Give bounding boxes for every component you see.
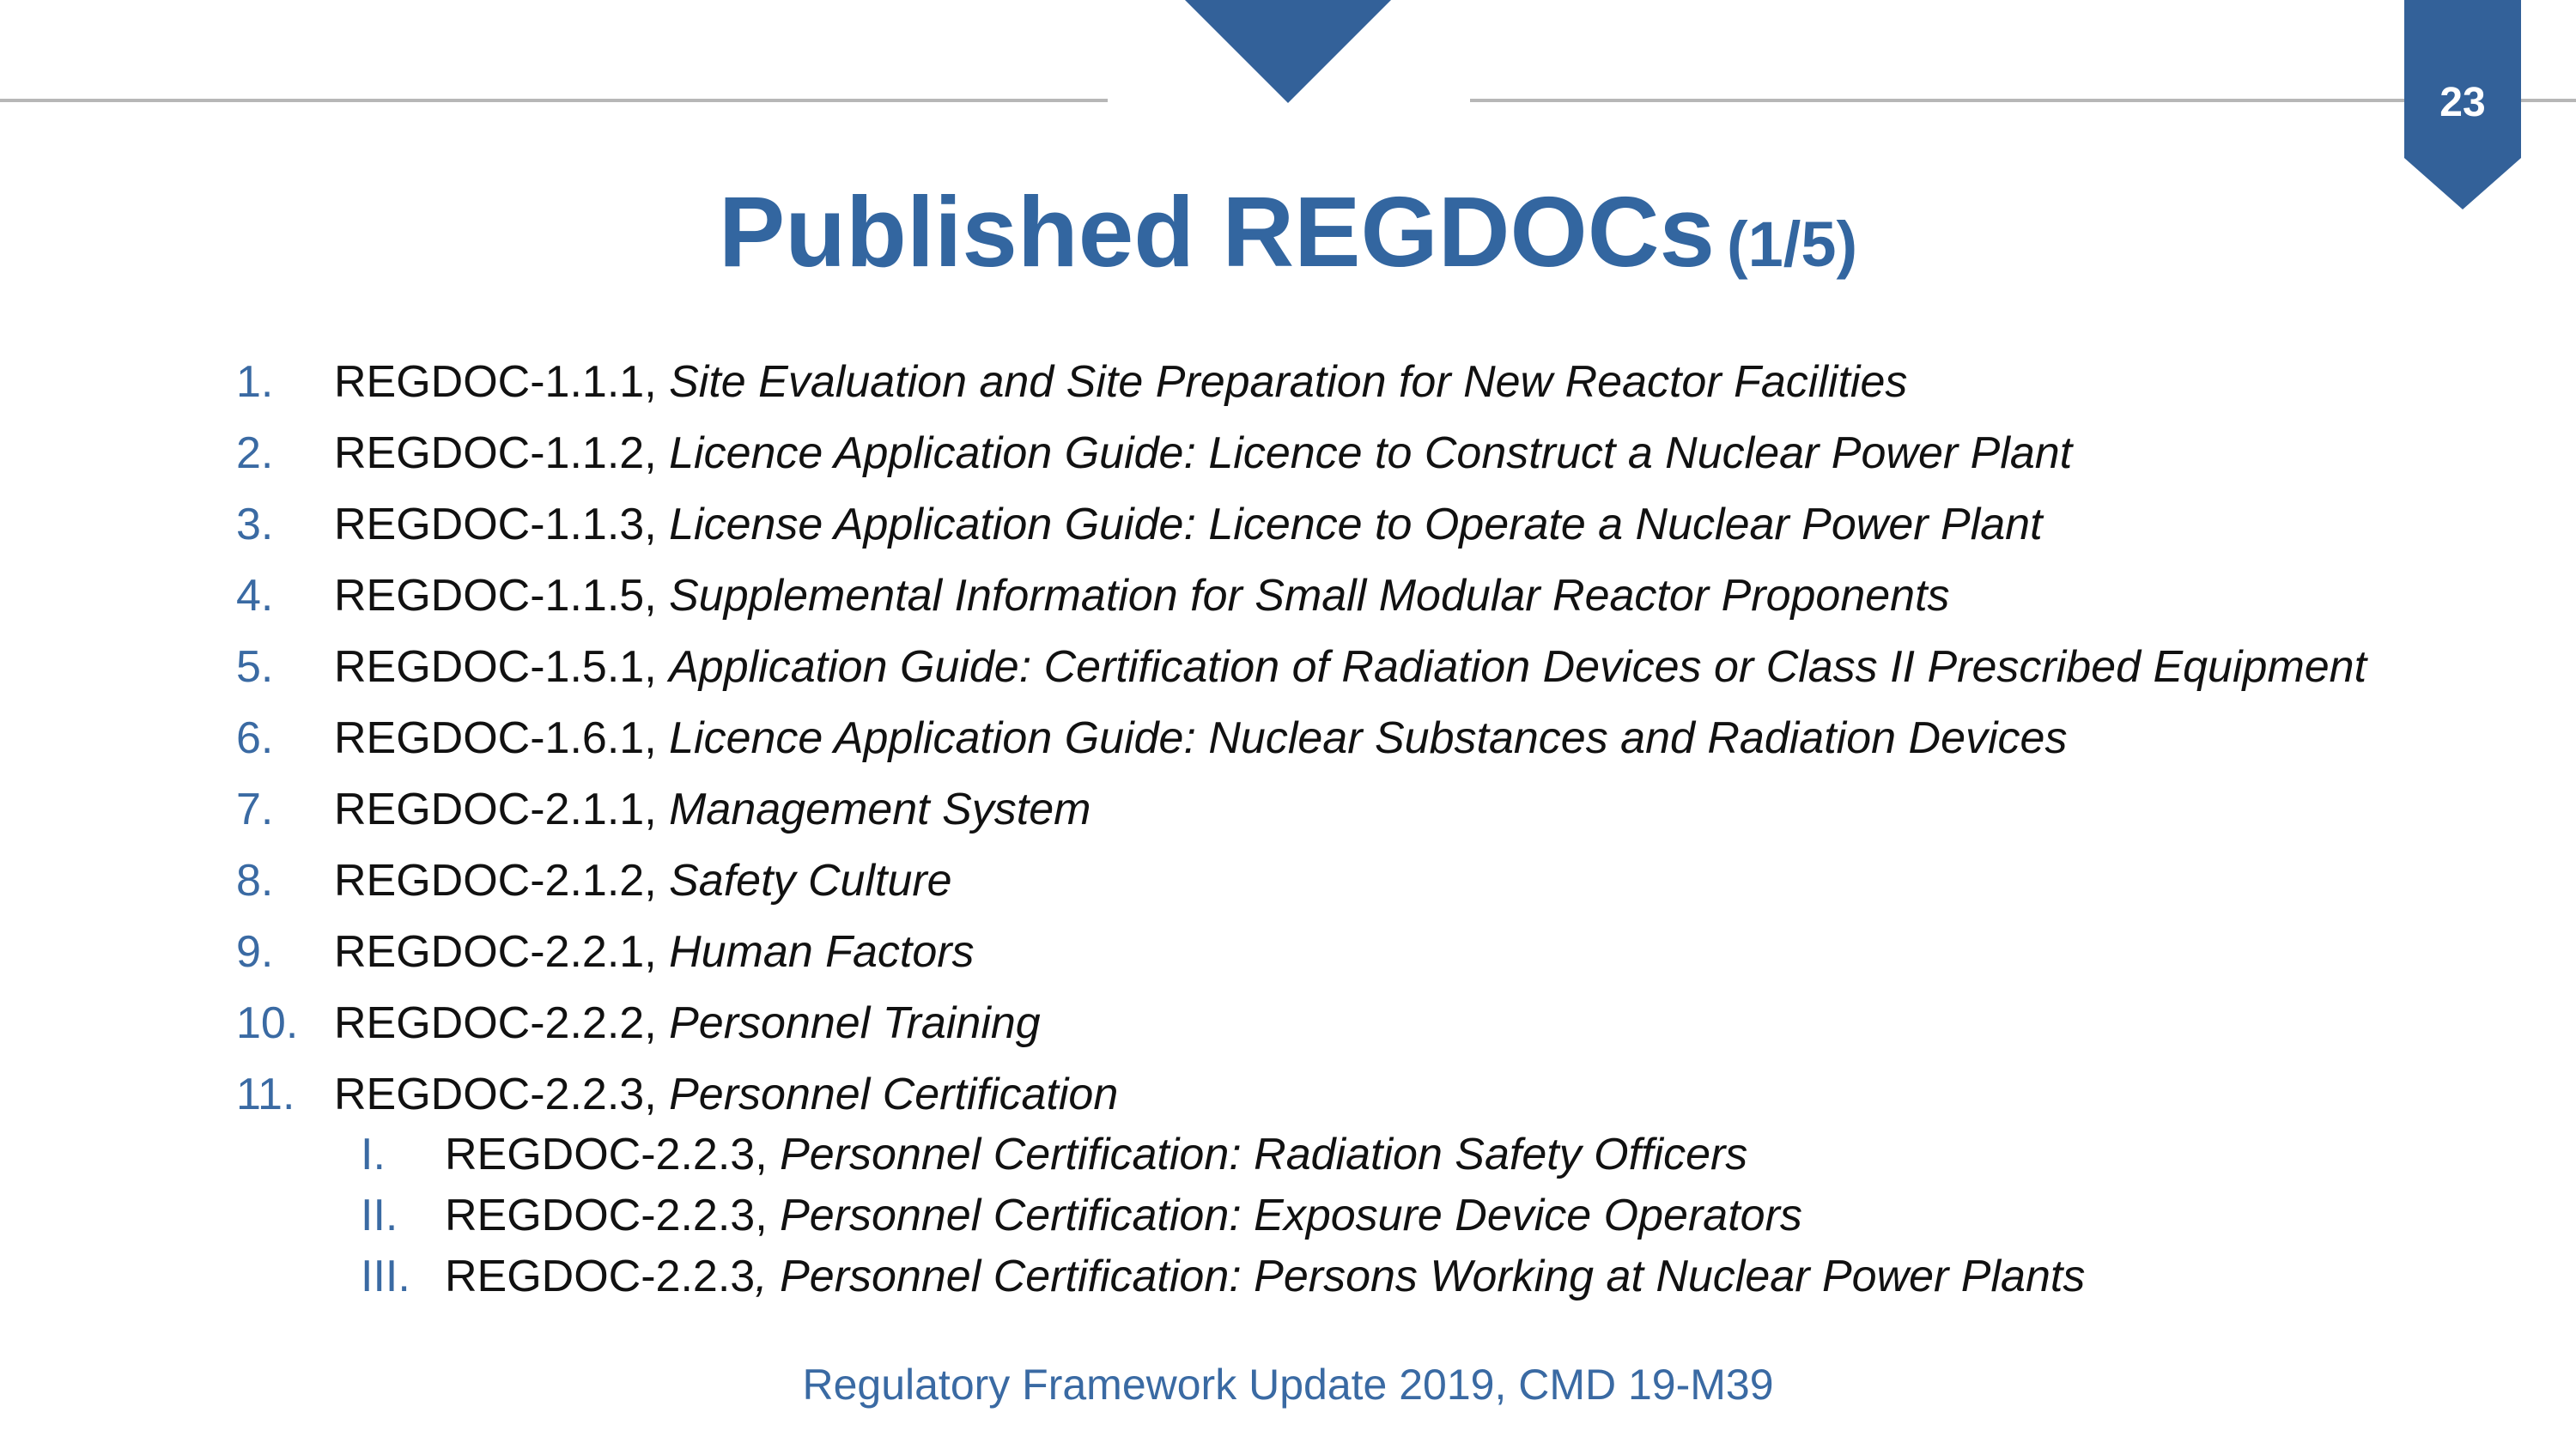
regdoc-code: REGDOC-2.1.2, (334, 856, 657, 906)
regdoc-title: License Application Guide: Licence to Operate a Nuclear Power Plant (669, 500, 2043, 549)
regdoc-code: REGDOC-1.5.1, (334, 642, 657, 692)
regdoc-code: REGDOC-2.2.3 (445, 1252, 756, 1301)
regdoc-title: Site Evaluation and Site Preparation for New Reactor Facilities (669, 357, 1908, 407)
slide-footer: Regulatory Framework Update 2019, CMD 19-M39 (802, 1361, 1774, 1409)
slide-title-main: Published REGDOCs (718, 176, 1715, 288)
regdoc-code: REGDOC-2.1.1, (334, 785, 657, 834)
list-item-number: 3. (236, 500, 274, 549)
regdoc-title: Licence Application Guide: Nuclear Substances and Radiation Devices (669, 713, 2068, 763)
list-item-text (334, 708, 2067, 768)
list-item-number: 2. (236, 428, 274, 478)
regdoc-code: REGDOC-2.2.3, (445, 1191, 768, 1240)
list-item-text (334, 922, 975, 982)
regdoc-code: REGDOC-1.1.2, (334, 428, 657, 478)
list-item-text (334, 637, 2366, 697)
list-item-text (334, 352, 1907, 412)
list-item-number: 10. (236, 998, 299, 1048)
list-item-text (334, 423, 2072, 483)
regdoc-title: Human Factors (669, 927, 975, 977)
sub-list-item-text (445, 1125, 1747, 1185)
regdoc-title: Personnel Training (669, 998, 1041, 1048)
sub-list-item-text (445, 1246, 2085, 1307)
list-item-text (334, 851, 952, 911)
sub-list-item-number: I. (361, 1130, 386, 1179)
slide-title-part: (1/5) (1727, 209, 1858, 280)
list-item-text (334, 566, 1950, 626)
slide-title (0, 172, 2576, 323)
regdoc-title: , Personnel Certification: Persons Working at Nuclear Power Plants (755, 1252, 2086, 1301)
list-item-number: 11. (236, 1070, 295, 1119)
list-item-number: 9. (236, 927, 274, 977)
regdoc-code: REGDOC-1.6.1, (334, 713, 657, 763)
regdoc-code: REGDOC-2.2.2, (334, 998, 657, 1048)
header-rule-left (0, 99, 1108, 102)
regdoc-title: Personnel Certification (669, 1070, 1119, 1119)
sub-list-item-number: III. (361, 1252, 410, 1301)
regdoc-code: REGDOC-2.2.3, (445, 1130, 768, 1179)
list-item-number: 5. (236, 642, 274, 692)
regdoc-code: REGDOC-1.1.3, (334, 500, 657, 549)
list-item-number: 8. (236, 856, 274, 906)
list-item-number: 4. (236, 571, 274, 621)
regdoc-title: Personnel Certification: Exposure Device Operators (780, 1191, 1802, 1240)
regdoc-title: Safety Culture (669, 856, 952, 906)
sub-list-item-text (445, 1185, 1802, 1246)
list-item-number: 1. (236, 357, 274, 407)
list-item-text (334, 1064, 1118, 1125)
regdoc-title: Management System (669, 785, 1091, 834)
regdoc-title: Supplemental Information for Small Modular Reactor Proponents (669, 571, 1950, 621)
page-number: 23 (2439, 80, 2486, 125)
header-triangle-decoration (1185, 0, 1391, 103)
regdoc-title: Application Guide: Certification of Radiation Devices or Class II Prescribed Equipment (669, 642, 2367, 692)
regdoc-title: Licence Application Guide: Licence to Construct a Nuclear Power Plant (669, 428, 2073, 478)
list-item-text (334, 494, 2043, 555)
sub-list-item-number: II. (361, 1191, 398, 1240)
list-item-text (334, 779, 1091, 840)
list-item-text (334, 993, 1041, 1053)
regdoc-title: Personnel Certification: Radiation Safety Officers (780, 1130, 1748, 1179)
regdoc-code: REGDOC-2.2.1, (334, 927, 657, 977)
list-item-number: 7. (236, 785, 274, 834)
regdoc-code: REGDOC-1.1.1, (334, 357, 657, 407)
list-item-number: 6. (236, 713, 274, 763)
regdoc-code: REGDOC-2.2.3, (334, 1070, 657, 1119)
regdoc-code: REGDOC-1.1.5, (334, 571, 657, 621)
